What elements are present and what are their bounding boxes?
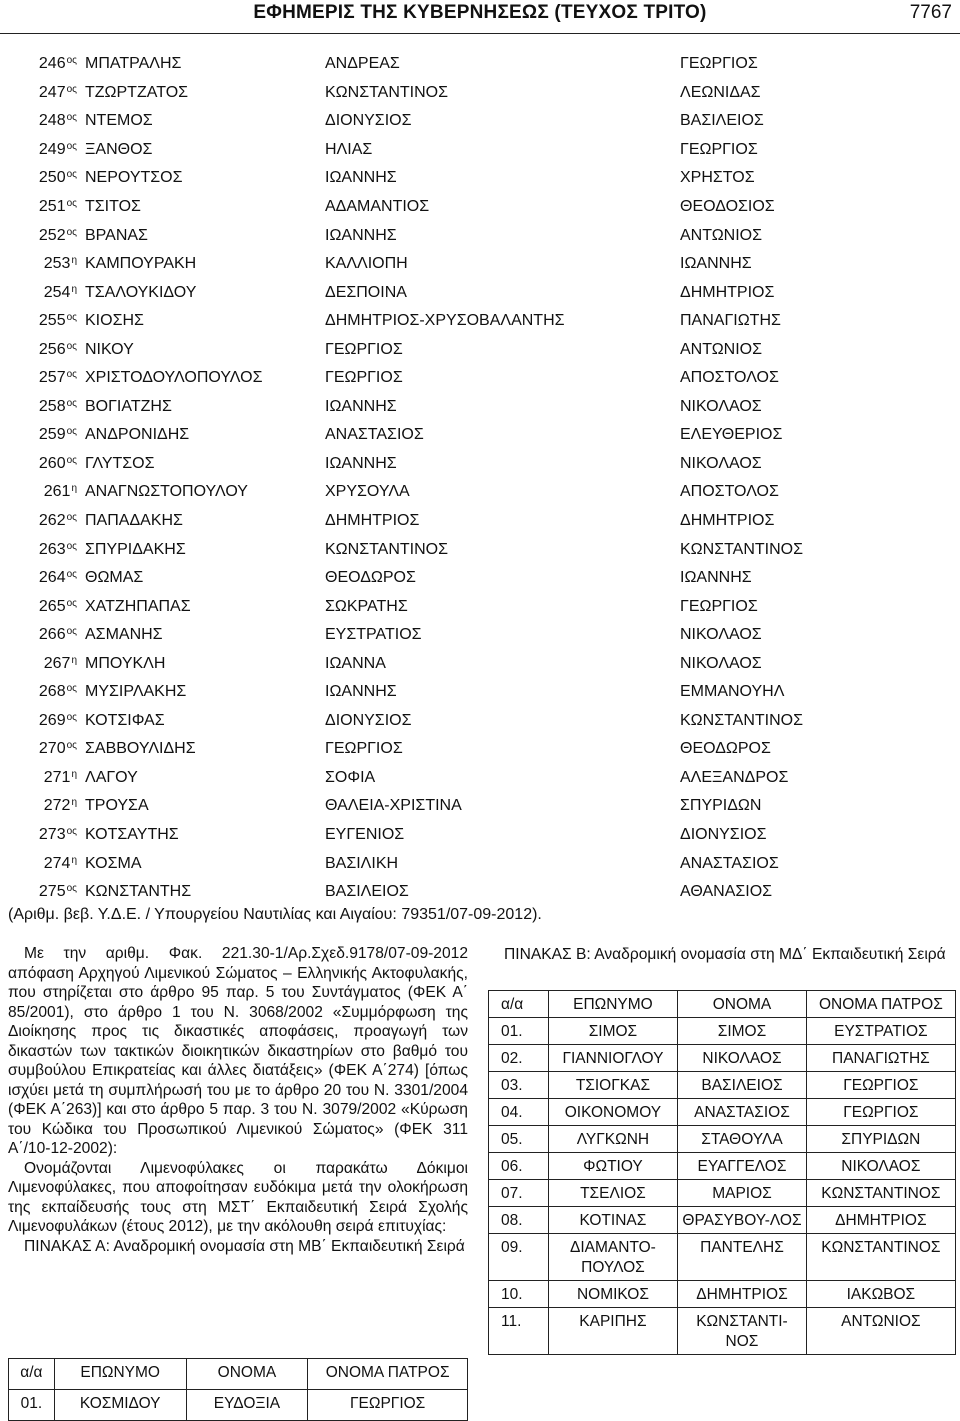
rank-suffix: ος xyxy=(66,540,77,552)
table-row xyxy=(8,821,960,850)
table-cell: ΦΩΤΙΟΥ xyxy=(548,1153,678,1180)
father-name-cell: ΓΕΩΡΓΙΟΣ xyxy=(680,140,758,158)
table-row xyxy=(489,1308,956,1355)
table-cell: ΝΙΚΟΛΑΟΣ xyxy=(806,1153,955,1180)
rank-number: 247 xyxy=(38,83,66,101)
column-header: ΟΝΟΜΑ xyxy=(678,991,807,1018)
rank-suffix: η xyxy=(71,654,77,666)
rank-suffix: ος xyxy=(66,826,77,838)
table-row xyxy=(8,450,960,479)
name-cell: ΚΩΝΣΤΑΝΤΙΝΟΣ xyxy=(325,540,448,558)
table-row xyxy=(8,678,960,707)
name-cell: ΕΥΓΕΝΙΟΣ xyxy=(325,826,405,844)
surname-cell: ΤΣΙΤΟΣ xyxy=(85,198,141,215)
rank-suffix: ος xyxy=(66,198,77,209)
rank-suffix: ος xyxy=(66,226,77,238)
table-row xyxy=(8,50,960,79)
rank-cell xyxy=(8,564,85,593)
table-cell: ΕΥΑΓΓΕΛΟΣ xyxy=(678,1153,807,1180)
name-cell: ΚΩΝΣΤΑΝΤΙΝΟΣ xyxy=(325,83,448,101)
name-cell: ΔΗΜΗΤΡΙΟΣ-ΧΡΥΣΟΒΑΛΑΝΤΗΣ xyxy=(325,312,565,330)
rank-suffix: ος xyxy=(66,740,77,752)
rank-number: 246 xyxy=(38,55,66,73)
rank-cell xyxy=(8,507,85,536)
rank-number: 270 xyxy=(38,740,66,758)
table-cell: ΔΗΜΗΤΡΙΟΣ xyxy=(678,1281,807,1308)
table-cell: ΚΑΡΙΠΗΣ xyxy=(548,1308,678,1355)
rank-suffix: η xyxy=(71,768,77,780)
rank-suffix: ος xyxy=(66,426,77,438)
name-cell: ΒΑΣΙΛΙΚΗ xyxy=(325,854,399,872)
table-row xyxy=(489,1045,956,1072)
name-cell: ΙΩΑΝΝΗΣ xyxy=(325,454,397,472)
rank-number: 253 xyxy=(43,255,71,273)
source-note: (Αριθμ. βεβ. Υ.Δ.Ε. / Υπουργείου Ναυτιλίας και Αιγαίου: 79351/07-09-2012). xyxy=(8,906,542,923)
surname-cell: ΧΡΙΣΤΟΔΟΥΛΟΠΟΥΛΟΣ xyxy=(85,369,263,387)
name-cell: ΓΕΩΡΓΙΟΣ xyxy=(325,369,403,387)
decision-text xyxy=(8,944,468,1256)
decision-paragraph-2: Ονομάζονται Λιμενοφύλακες οι παρακάτω Δόκιμοι Λιμενοφύλακες, που αποφοίτησαν ευδόκιμα μετά την ολοκήρωση της εκπαίδευσής τους στη ΜΣΤ΄ Εκπαιδευτική Σειρά Σχολής Λιμενοφυλάκων (έτους 2012), με την ακόλουθη σειρά επιτυχίας: xyxy=(8,1159,468,1235)
name-cell: ΙΩΑΝΝΗΣ xyxy=(325,397,397,415)
surname-cell: ΓΛΥΤΣΟΣ xyxy=(85,454,155,472)
table-b-section xyxy=(488,944,956,965)
rank-number: 263 xyxy=(38,540,66,558)
table-cell: ΠΑΝΤΕΛΗΣ xyxy=(678,1234,807,1281)
table-cell: ΚΩΝΣΤΑΝΤΙ-ΝΟΣ xyxy=(678,1308,807,1355)
rank-suffix: ος xyxy=(66,626,77,638)
rank-suffix: ος xyxy=(66,397,77,409)
rank-number: 266 xyxy=(38,626,66,644)
rank-number: 257 xyxy=(38,369,66,387)
table-cell: ΚΩΝΣΤΑΝΤΙΝΟΣ xyxy=(806,1180,955,1207)
table-row xyxy=(8,250,960,279)
rank-suffix: ος xyxy=(66,83,77,95)
table-cell: 06. xyxy=(489,1153,549,1180)
table-cell: ΣΙΜΟΣ xyxy=(678,1018,807,1045)
rank-suffix: η xyxy=(71,854,77,866)
table-cell: ΓΕΩΡΓΙΟΣ xyxy=(806,1099,955,1126)
table-cell: 02. xyxy=(489,1045,549,1072)
table-row xyxy=(489,1281,956,1308)
name-cell: ΓΕΩΡΓΙΟΣ xyxy=(325,340,403,358)
surname-cell: ΤΖΩΡΤΖΑΤΟΣ xyxy=(85,83,189,101)
father-name-cell: ΑΠΟΣΤΟΛΟΣ xyxy=(680,369,779,387)
rank-cell xyxy=(8,450,85,479)
table-cell: ΓΙΑΝΝΙΟΓΛΟΥ xyxy=(548,1045,678,1072)
name-cell: ΙΩΑΝΝΑ xyxy=(325,654,386,672)
rank-number: 256 xyxy=(38,340,66,358)
father-name-cell: ΧΡΗΣΤΟΣ xyxy=(680,169,755,187)
table-cell: ΚΩΝΣΤΑΝΤΙΝΟΣ xyxy=(806,1234,955,1281)
column-header: α/α xyxy=(9,1359,55,1390)
rank-number: 260 xyxy=(38,454,66,472)
table-row xyxy=(489,1207,956,1234)
name-cell: ΙΩΑΝΝΗΣ xyxy=(325,226,397,244)
rank-suffix: ος xyxy=(66,140,77,152)
name-cell: ΕΥΣΤΡΑΤΙΟΣ xyxy=(325,626,422,644)
table-row xyxy=(8,164,960,193)
name-cell: ΘΕΟΔΩΡΟΣ xyxy=(325,569,416,587)
surname-cell: ΣΑΒΒΟΥΛΙΔΗΣ xyxy=(85,740,196,758)
father-name-cell: ΘΕΟΔΩΡΟΣ xyxy=(680,740,771,758)
table-cell: ΟΙΚΟΝΟΜΟΥ xyxy=(548,1099,678,1126)
table-row xyxy=(8,764,960,793)
surname-cell: ΞΑΝΘΟΣ xyxy=(85,140,153,158)
rank-cell xyxy=(8,878,85,907)
father-name-cell: ΝΙΚΟΛΑΟΣ xyxy=(680,454,762,472)
surname-cell: ΤΣΑΛΟΥΚΙΔΟΥ xyxy=(85,283,197,301)
surname-cell: ΜΠΟΥΚΛΗ xyxy=(85,654,166,672)
gazette-title: ΕΦΗΜΕΡΙΣ ΤΗΣ ΚΥΒΕΡΝΗΣΕΩΣ (ΤΕΥΧΟΣ ΤΡΙΤΟ) xyxy=(253,2,707,23)
table-cell: ΤΣΙΟΓΚΑΣ xyxy=(548,1072,678,1099)
table-row xyxy=(489,1018,956,1045)
table-row xyxy=(8,535,960,564)
rank-suffix: η xyxy=(71,255,77,267)
name-cell: ΣΟΦΙΑ xyxy=(325,768,376,786)
rank-cell xyxy=(8,592,85,621)
rank-number: 274 xyxy=(43,854,71,872)
rank-suffix: ος xyxy=(66,112,77,124)
table-header-row xyxy=(489,991,956,1018)
name-cell: ΑΝΑΣΤΑΣΙΟΣ xyxy=(325,426,424,444)
rank-number: 248 xyxy=(38,112,66,130)
column-header: ΟΝΟΜΑ ΠΑΤΡΟΣ xyxy=(308,1359,468,1390)
father-name-cell: ΚΩΝΣΤΑΝΤΙΝΟΣ xyxy=(680,540,803,558)
rank-cell xyxy=(8,478,85,507)
surname-cell: ΝΤΕΜΟΣ xyxy=(85,112,153,130)
table-cell: ΔΙΑΜΑΝΤΟ-ΠΟΥΛΟΣ xyxy=(548,1234,678,1281)
name-cell: ΓΕΩΡΓΙΟΣ xyxy=(325,740,403,758)
surname-cell: ΠΑΠΑΔΑΚΗΣ xyxy=(85,512,183,530)
father-name-cell: ΑΘΑΝΑΣΙΟΣ xyxy=(680,883,773,901)
rank-cell xyxy=(8,849,85,878)
surname-cell: ΚΟΣΜΑ xyxy=(85,854,142,872)
surname-cell: ΚΑΜΠΟΥΡΑΚΗ xyxy=(85,255,197,273)
rank-number: 271 xyxy=(43,768,71,786)
father-name-cell: ΑΛΕΞΑΝΔΡΟΣ xyxy=(680,768,789,786)
table-cell: ΕΥΔΟΞΙΑ xyxy=(186,1390,308,1421)
column-header: ΟΝΟΜΑ xyxy=(186,1359,308,1390)
table-row xyxy=(489,1072,956,1099)
table-cell: ΑΝΑΣΤΑΣΙΟΣ xyxy=(678,1099,807,1126)
table-row xyxy=(489,1126,956,1153)
rank-cell xyxy=(8,821,85,850)
rank-suffix: ος xyxy=(66,55,77,67)
rank-cell xyxy=(8,649,85,678)
table-cell: ΔΗΜΗΤΡΙΟΣ xyxy=(806,1207,955,1234)
table-cell: ΜΑΡΙΟΣ xyxy=(678,1180,807,1207)
decision-paragraph-1: Με την αριθμ. Φακ. 221.30-1/Αρ.Σχεδ.9178/07-09-2012 απόφαση Αρχηγού Λιμενικού Σώματος – Ελληνικής Ακτοφυλακής, που στηρίζεται στο άρθρο 95 παρ. 5 του Συντάγματος (ΦΕΚ Α΄ 85/2001), στο άρθρο 1 του Ν. 3068/2002 «Συμμόρφωση της Διοίκησης προς τις δικαστικές αποφάσεις, προαγωγή των δικαστών των τακτικών διοικητικών δικαστηρίων στο βαθμό του συμβούλου Επικρατείας και άλλες διατάξεις» (ΦΕΚ Α΄274) [όπως ισχύει μετά τη συμπλήρωσή του με το άρθρο 20 του Ν. 3301/2004 (ΦΕΚ Α΄263)] και στο άρθρο 5 παρ. 3 του Ν. 3079/2002 «Κύρωση του Κώδικα του Προσωπικού Λιμενικού Σώματος» (ΦΕΚ 311 Α΄/10-12-2002): xyxy=(8,945,468,1157)
name-cell: ΣΩΚΡΑΤΗΣ xyxy=(325,597,408,615)
table-row xyxy=(8,849,960,878)
surname-cell: ΣΠΥΡΙΔΑΚΗΣ xyxy=(85,540,186,558)
rank-suffix: ος xyxy=(66,569,77,581)
table-row xyxy=(8,707,960,736)
name-cell: ΘΑΛΕΙΑ-ΧΡΙΣΤΙΝΑ xyxy=(325,797,462,815)
table-b-title: ΠΙΝΑΚΑΣ Β: Αναδρομική ονομασία στη ΜΔ΄ Εκπαιδευτική Σειρά xyxy=(504,946,946,963)
rank-suffix: ος xyxy=(66,711,77,723)
table-cell: ΑΝΤΩΝΙΟΣ xyxy=(806,1308,955,1355)
table-cell: ΤΣΕΛΙΟΣ xyxy=(548,1180,678,1207)
rank-suffix: η xyxy=(71,283,77,295)
table-cell: 04. xyxy=(489,1099,549,1126)
name-cell: ΒΑΣΙΛΕΙΟΣ xyxy=(325,883,409,901)
name-cell: ΚΑΛΛΙΟΠΗ xyxy=(325,255,408,273)
table-cell: ΓΕΩΡΓΙΟΣ xyxy=(308,1390,468,1421)
table-cell: 11. xyxy=(489,1308,549,1355)
table-cell: ΣΤΑΘΟΥΛΑ xyxy=(678,1126,807,1153)
name-cell: ΔΕΣΠΟΙΝΑ xyxy=(325,283,407,301)
table-cell: 07. xyxy=(489,1180,549,1207)
rank-number: 258 xyxy=(38,397,66,415)
rank-suffix: η xyxy=(71,797,77,809)
rank-suffix: ος xyxy=(66,512,77,524)
table-b xyxy=(488,990,956,1355)
table-row xyxy=(8,421,960,450)
rank-suffix: ος xyxy=(66,683,77,695)
rank-cell xyxy=(8,278,85,307)
rank-number: 254 xyxy=(43,283,71,301)
table-a xyxy=(8,1358,468,1421)
father-name-cell: ΛΕΩΝΙΔΑΣ xyxy=(680,83,761,101)
table-row xyxy=(489,1234,956,1281)
surname-cell: ΑΣΜΑΝΗΣ xyxy=(85,626,163,644)
surname-cell: ΛΑΓΟΥ xyxy=(85,768,138,786)
father-name-cell: ΑΝΑΣΤΑΣΙΟΣ xyxy=(680,854,779,872)
rank-number: 251 xyxy=(38,198,66,215)
table-a-title: ΠΙΝΑΚΑΣ Α: Αναδρομική ονομασία στη ΜΒ΄ Εκπαιδευτική Σειρά xyxy=(24,1237,465,1255)
surname-cell: ΚΩΝΣΤΑΝΤΗΣ xyxy=(85,883,192,901)
table-row xyxy=(8,393,960,422)
table-cell: 05. xyxy=(489,1126,549,1153)
surname-cell: ΝΙΚΟΥ xyxy=(85,340,134,358)
table-cell: ΚΟΤΙΝΑΣ xyxy=(548,1207,678,1234)
father-name-cell: ΔΙΟΝΥΣΙΟΣ xyxy=(680,826,767,844)
table-cell: ΝΙΚΟΛΑΟΣ xyxy=(678,1045,807,1072)
name-cell: ΑΔΑΜΑΝΤΙΟΣ xyxy=(325,198,430,215)
rank-cell xyxy=(8,193,85,222)
column-header: ΟΝΟΜΑ ΠΑΤΡΟΣ xyxy=(806,991,955,1018)
father-name-cell: ΑΠΟΣΤΟΛΟΣ xyxy=(680,483,779,501)
rank-suffix: η xyxy=(71,483,77,495)
name-cell: ΑΝΔΡΕΑΣ xyxy=(325,55,400,73)
surname-cell: ΜΥΣΙΡΛΑΚΗΣ xyxy=(85,683,187,701)
rank-number: 275 xyxy=(38,883,66,901)
table-cell: 01. xyxy=(9,1390,55,1421)
father-name-cell: ΘΕΟΔΟΣΙΟΣ xyxy=(680,198,775,215)
header-divider xyxy=(0,33,960,34)
table-cell: 09. xyxy=(489,1234,549,1281)
rank-number: 255 xyxy=(38,312,66,330)
father-name-cell: ΙΩΑΝΝΗΣ xyxy=(680,569,752,587)
table-row xyxy=(8,507,960,536)
father-name-cell: ΑΝΤΩΝΙΟΣ xyxy=(680,226,763,244)
rank-suffix: ος xyxy=(66,340,77,352)
table-row xyxy=(8,79,960,108)
father-name-cell: ΒΑΣΙΛΕΙΟΣ xyxy=(680,112,764,130)
table-row xyxy=(8,364,960,393)
rank-cell xyxy=(8,164,85,193)
table-cell: 10. xyxy=(489,1281,549,1308)
rank-cell xyxy=(8,707,85,736)
rank-number: 268 xyxy=(38,683,66,701)
surname-cell: ΚΟΤΣΙΦΑΣ xyxy=(85,711,165,729)
table-cell: ΙΑΚΩΒΟΣ xyxy=(806,1281,955,1308)
name-cell: ΙΩΑΝΝΗΣ xyxy=(325,169,397,187)
surname-cell: ΑΝΔΡΟΝΙΔΗΣ xyxy=(85,426,190,444)
name-cell: ΔΗΜΗΤΡΙΟΣ xyxy=(325,512,420,530)
table-row xyxy=(9,1390,468,1421)
table-cell: 03. xyxy=(489,1072,549,1099)
rank-cell xyxy=(8,364,85,393)
father-name-cell: ΝΙΚΟΛΑΟΣ xyxy=(680,626,762,644)
table-row xyxy=(8,136,960,165)
table-row xyxy=(489,1180,956,1207)
table-cell: ΘΡΑΣΥΒΟΥ-ΛΟΣ xyxy=(678,1207,807,1234)
father-name-cell: ΝΙΚΟΛΑΟΣ xyxy=(680,397,762,415)
rank-number: 249 xyxy=(38,140,66,158)
rank-number: 262 xyxy=(38,512,66,530)
rank-cell xyxy=(8,50,85,79)
rank-cell xyxy=(8,735,85,764)
rank-number: 259 xyxy=(38,426,66,444)
surname-cell: ΤΡΟΥΣΑ xyxy=(85,797,149,815)
rank-suffix: ος xyxy=(66,883,77,895)
rank-suffix: ος xyxy=(66,369,77,381)
father-name-cell: ΕΛΕΥΘΕΡΙΟΣ xyxy=(680,426,783,444)
table-row xyxy=(8,221,960,250)
father-name-cell: ΚΩΝΣΤΑΝΤΙΝΟΣ xyxy=(680,711,803,729)
rank-cell xyxy=(8,678,85,707)
rank-cell xyxy=(8,250,85,279)
father-name-cell: ΓΕΩΡΓΙΟΣ xyxy=(680,597,758,615)
rank-cell xyxy=(8,79,85,108)
rank-cell xyxy=(8,136,85,165)
table-row xyxy=(8,307,960,336)
table-row xyxy=(8,878,960,907)
father-name-cell: ΔΗΜΗΤΡΙΟΣ xyxy=(680,512,775,530)
rank-suffix: ος xyxy=(66,312,77,324)
rank-cell xyxy=(8,335,85,364)
rank-number: 264 xyxy=(38,569,66,587)
table-row xyxy=(8,278,960,307)
table-row xyxy=(8,335,960,364)
rank-number: 273 xyxy=(38,826,66,844)
table-row xyxy=(489,1153,956,1180)
surname-cell: ΚΙΟΣΗΣ xyxy=(85,312,144,330)
table-row xyxy=(8,193,960,222)
column-header: ΕΠΩΝΥΜΟ xyxy=(548,991,678,1018)
surname-cell: ΜΠΑΤΡΑΛΗΣ xyxy=(85,55,182,73)
name-cell: ΧΡΥΣΟΥΛΑ xyxy=(325,483,410,501)
father-name-cell: ΣΠΥΡΙΔΩΝ xyxy=(680,797,762,815)
father-name-cell: ΑΝΤΩΝΙΟΣ xyxy=(680,340,763,358)
rank-suffix: ος xyxy=(66,454,77,466)
surname-cell: ΒΟΓΙΑΤΖΗΣ xyxy=(85,397,172,415)
rank-cell xyxy=(8,792,85,821)
rank-number: 272 xyxy=(43,797,71,815)
surname-cell: ΚΟΤΣΑΥΤΗΣ xyxy=(85,826,179,844)
table-row xyxy=(8,649,960,678)
rank-number: 250 xyxy=(38,169,66,187)
table-row xyxy=(8,621,960,650)
table-header-row xyxy=(9,1359,468,1390)
father-name-cell: ΙΩΑΝΝΗΣ xyxy=(680,255,752,273)
father-name-cell: ΝΙΚΟΛΑΟΣ xyxy=(680,654,762,672)
rank-cell xyxy=(8,535,85,564)
rank-cell xyxy=(8,107,85,136)
name-cell: ΙΩΑΝΝΗΣ xyxy=(325,683,397,701)
rank-number: 269 xyxy=(38,711,66,729)
surname-cell: ΘΩΜΑΣ xyxy=(85,569,144,587)
table-cell: ΣΙΜΟΣ xyxy=(548,1018,678,1045)
ranking-list xyxy=(8,50,960,906)
father-name-cell: ΓΕΩΡΓΙΟΣ xyxy=(680,55,758,73)
rank-cell xyxy=(8,307,85,336)
father-name-cell: ΔΗΜΗΤΡΙΟΣ xyxy=(680,283,775,301)
table-row xyxy=(8,107,960,136)
rank-cell xyxy=(8,764,85,793)
rank-number: 261 xyxy=(43,483,71,501)
name-cell: ΔΙΟΝΥΣΙΟΣ xyxy=(325,112,412,130)
table-cell: ΕΥΣΤΡΑΤΙΟΣ xyxy=(806,1018,955,1045)
surname-cell: ΑΝΑΓΝΩΣΤΟΠΟΥΛΟΥ xyxy=(85,483,248,501)
table-cell: ΒΑΣΙΛΕΙΟΣ xyxy=(678,1072,807,1099)
rank-number: 252 xyxy=(38,226,66,244)
table-cell: ΓΕΩΡΓΙΟΣ xyxy=(806,1072,955,1099)
table-row xyxy=(8,735,960,764)
rank-cell xyxy=(8,621,85,650)
father-name-cell: ΕΜΜΑΝΟΥΗΛ xyxy=(680,683,785,701)
page-header xyxy=(0,0,960,30)
table-row xyxy=(8,564,960,593)
rank-number: 265 xyxy=(38,597,66,615)
table-row xyxy=(8,478,960,507)
rank-number: 267 xyxy=(43,654,71,672)
rank-suffix: ος xyxy=(66,597,77,609)
page-number: 7767 xyxy=(909,2,952,23)
rank-cell xyxy=(8,393,85,422)
table-cell: 08. xyxy=(489,1207,549,1234)
surname-cell: ΒΡΑΝΑΣ xyxy=(85,226,148,244)
column-header: α/α xyxy=(489,991,549,1018)
rank-cell xyxy=(8,421,85,450)
surname-cell: ΝΕΡΟΥΤΣΟΣ xyxy=(85,169,183,187)
name-cell: ΔΙΟΝΥΣΙΟΣ xyxy=(325,711,412,729)
table-cell: ΣΠΥΡΙΔΩΝ xyxy=(806,1126,955,1153)
table-cell: ΛΥΓΚΩΝΗ xyxy=(548,1126,678,1153)
table-cell: ΠΑΝΑΓΙΩΤΗΣ xyxy=(806,1045,955,1072)
father-name-cell: ΠΑΝΑΓΙΩΤΗΣ xyxy=(680,312,781,330)
column-header: ΕΠΩΝΥΜΟ xyxy=(54,1359,186,1390)
rank-cell xyxy=(8,221,85,250)
table-cell: ΝΟΜΙΚΟΣ xyxy=(548,1281,678,1308)
table-cell: 01. xyxy=(489,1018,549,1045)
table-row xyxy=(8,592,960,621)
surname-cell: ΧΑΤΖΗΠΑΠΑΣ xyxy=(85,597,191,615)
name-cell: ΗΛΙΑΣ xyxy=(325,140,373,158)
rank-suffix: ος xyxy=(66,169,77,181)
table-row xyxy=(489,1099,956,1126)
table-cell: ΚΟΣΜΙΔΟΥ xyxy=(54,1390,186,1421)
table-row xyxy=(8,792,960,821)
